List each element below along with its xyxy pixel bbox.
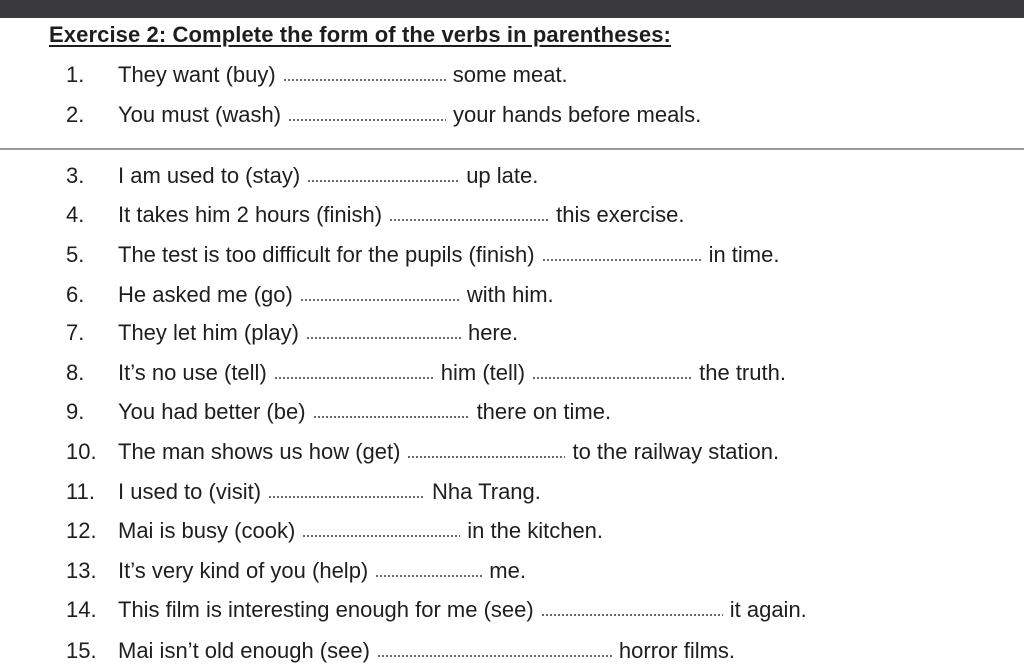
- item-text: horror films.: [618, 638, 736, 663]
- answer-blank[interactable]: [288, 119, 446, 121]
- item-text: there on time.: [476, 399, 612, 424]
- answer-blank[interactable]: [407, 456, 565, 458]
- item-text: Nha Trang.: [432, 479, 541, 504]
- item-text: It’s very kind of you (help): [118, 558, 369, 583]
- item-number: 9.: [66, 399, 85, 424]
- item-text: You must (wash): [118, 102, 282, 127]
- item-text: I used to (visit): [118, 479, 262, 504]
- item-number: 7.: [66, 320, 85, 345]
- answer-blank[interactable]: [274, 377, 434, 379]
- item-text: I am used to (stay): [118, 163, 301, 188]
- exercise-item: [66, 636, 735, 666]
- item-text: this exercise.: [556, 202, 685, 227]
- answer-blank[interactable]: [302, 535, 460, 537]
- exercise-item: [66, 397, 611, 427]
- item-text: Mai isn’t old enough (see): [118, 638, 370, 663]
- item-number: 11.: [66, 479, 95, 504]
- exercise-item: [66, 200, 685, 230]
- exercise-item: [66, 318, 518, 348]
- item-number: 14.: [66, 597, 97, 622]
- item-text: You had better (be): [118, 399, 306, 424]
- answer-blank[interactable]: [306, 337, 461, 339]
- exercise-item: [66, 595, 807, 625]
- exercise-item: [66, 477, 541, 507]
- page-divider: [0, 148, 1024, 150]
- item-text: He asked me (go): [118, 282, 293, 307]
- item-number: 4.: [66, 202, 85, 227]
- answer-blank[interactable]: [300, 299, 460, 301]
- answer-blank[interactable]: [377, 655, 612, 657]
- item-text: him (tell): [440, 360, 526, 385]
- exercise-item: [66, 437, 779, 467]
- answer-blank[interactable]: [268, 496, 425, 498]
- exercise-item: [66, 556, 526, 586]
- answer-blank[interactable]: [389, 219, 549, 221]
- exercise-item: [66, 161, 538, 191]
- item-text: The man shows us how (get): [118, 439, 401, 464]
- item-text: The test is too difficult for the pupils (finish): [118, 242, 535, 267]
- exercise-item: [66, 60, 568, 90]
- item-text: Mai is busy (cook): [118, 518, 296, 543]
- exercise-item: [66, 358, 786, 388]
- exercise-item: [66, 100, 701, 130]
- item-text: in time.: [708, 242, 780, 267]
- item-text: here.: [467, 320, 519, 345]
- answer-blank[interactable]: [283, 79, 446, 81]
- answer-blank[interactable]: [541, 614, 723, 616]
- item-number: 13.: [66, 558, 97, 583]
- answer-blank[interactable]: [307, 180, 459, 182]
- answer-blank[interactable]: [375, 575, 482, 577]
- answer-blank[interactable]: [542, 259, 702, 261]
- item-number: 1.: [66, 62, 85, 87]
- item-text: It takes him 2 hours (finish): [118, 202, 383, 227]
- item-number: 2.: [66, 102, 85, 127]
- exercise-item: [66, 516, 603, 546]
- item-number: 15.: [66, 638, 97, 663]
- item-text: me.: [489, 558, 526, 583]
- item-number: 3.: [66, 163, 85, 188]
- exercise-item: [66, 280, 554, 310]
- item-text: in the kitchen.: [467, 518, 604, 543]
- item-number: 10.: [66, 439, 97, 464]
- item-text: up late.: [466, 163, 539, 188]
- item-text: the truth.: [699, 360, 786, 385]
- item-number: 6.: [66, 282, 85, 307]
- item-text: some meat.: [452, 62, 568, 87]
- item-number: 8.: [66, 360, 85, 385]
- item-number: 5.: [66, 242, 85, 267]
- exercise-item: [66, 240, 779, 270]
- item-text: to the railway station.: [572, 439, 780, 464]
- item-number: 12.: [66, 518, 97, 543]
- exercise-title: Exercise 2: Complete the form of the verbs in parentheses:: [49, 22, 671, 47]
- answer-blank[interactable]: [532, 377, 692, 379]
- item-text: It’s no use (tell): [118, 360, 267, 385]
- item-text: This film is interesting enough for me (see): [118, 597, 534, 622]
- top-bar: [0, 0, 1024, 18]
- item-text: They let him (play): [118, 320, 299, 345]
- item-text: your hands before meals.: [453, 102, 702, 127]
- item-text: with him.: [466, 282, 554, 307]
- item-text: They want (buy): [118, 62, 276, 87]
- answer-blank[interactable]: [313, 416, 470, 418]
- item-text: it again.: [729, 597, 807, 622]
